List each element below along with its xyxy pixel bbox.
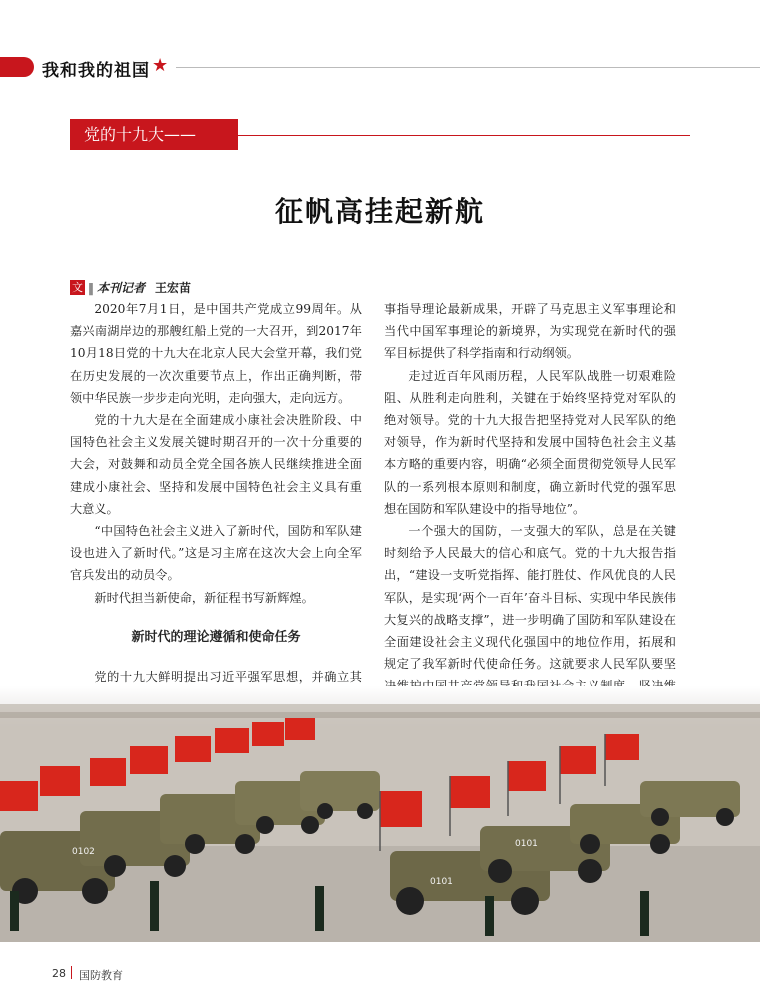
section-subheading: 新时代的理论遵循和使命任务 (131, 629, 301, 645)
vehicle-plate: 0102 (72, 847, 95, 857)
star-icon: ★ (152, 55, 169, 76)
byline (70, 279, 191, 296)
parade-photo (0, 686, 760, 942)
column-title: 我和我的祖国 (42, 61, 150, 81)
paragraph: 事指导理论最新成果，开辟了马克思主义军事理论和当代中国军事理论的新境界，为实现党在新时代的强军目标提供了科学指南和行动纲领。 (384, 302, 676, 361)
paragraph: 党的十九大是在全面建成小康社会决胜阶段、中国特色社会主义发展关键时期召开的一次十分重要的大会，对鼓舞和动员全党全国各族人民继续推进全面建成小康社会、坚持和发展中国特色社会主义具有重大意义。 (70, 413, 362, 516)
byline-role: 本刊记者 (97, 281, 146, 295)
section-rule (238, 135, 690, 136)
vehicle-plate: 0101 (430, 877, 453, 887)
paragraph: 新时代担当新使命，新征程书写新辉煌。 (94, 590, 314, 605)
article-column-right (384, 298, 676, 742)
paragraph: 党的十九大鲜明提出习近平强军思想，并确立其 (94, 670, 362, 685)
parade-illustration (0, 686, 760, 942)
paragraph: 2020年7月1日，是中国共产党成立99周年。从嘉兴南湖岸边的那艘红船上党的一大召开，到2017年10月18日党的十九大在北京人民大会堂开幕，我们党在历史发展的一次次重要节点上，作出正确判断，带领中华民族一步步走向光明，走向强大，走向远方。 (70, 302, 362, 405)
byline-author: 王宏苗 (155, 281, 192, 295)
paragraph: 走过近百年风雨历程，人民军队战胜一切艰难险阻、从胜利走向胜利，关键在于始终坚持党对军队的绝对领导。党的十九大报告把坚持党对人民军队的绝对领导，作为新时代坚持和发展中国特色社会主义基本方略的重要内容，明确“必须全面贯彻党领导人民军队的一系列根本原则和制度，确立新时代党的强军思想在国防和军队建设中的指导地位”。 (384, 368, 676, 516)
magazine-name: 国防教育 (79, 969, 123, 982)
page-number: 28 (52, 967, 66, 980)
byline-separator: ‖ (88, 280, 94, 295)
vehicle-plate: 0101 (515, 839, 538, 849)
header-rule (176, 67, 760, 68)
header-accent-bar (0, 57, 34, 77)
article-title: 征帆高挂起新航 (274, 195, 485, 228)
paragraph: 一个强大的国防，一支强大的军队，总是在关键时刻给予人民最大的信心和底气。党的十九大报告指出，“建设一支听党指挥、能打胜仗、作风优良的人民军队，是实现‘两个一百年’奋斗目标、实现中华民族伟大复兴的战略支撑”，进一步明确了国防和军队建设在全面建设社会主义现代化强国中的地位作用，拓展和规定了我军新时代使命任务。这就要求人民军队要坚 (384, 524, 676, 672)
byline-mark: 文 (72, 281, 83, 294)
footer-separator (71, 966, 72, 979)
section-tag: 党的十九大—— (70, 119, 238, 150)
paragraph: “中国特色社会主义进入了新时代，国防和军队建设也进入了新时代。”这是习主席在这次大会上向全军官兵发出的动员令。 (70, 524, 362, 583)
